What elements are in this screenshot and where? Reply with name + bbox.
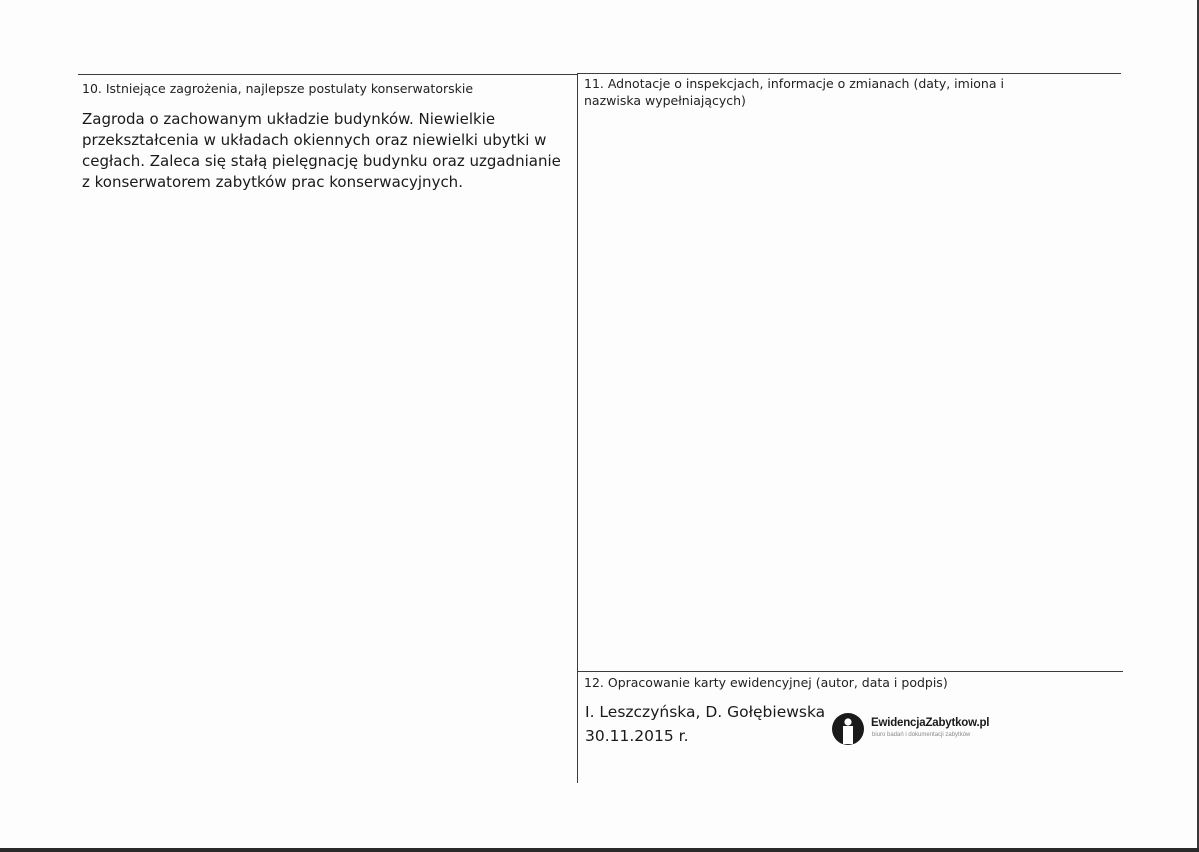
section12-date: 30.11.2015 r. — [585, 727, 689, 745]
column-divider — [577, 73, 578, 783]
scan-edge-bottom — [0, 848, 1199, 852]
logo-tagline: biuro badań i dokumentacji zabytków — [872, 732, 971, 738]
section12-rule — [578, 671, 1123, 672]
section12-label: 12. Opracowanie karty ewidencyjnej (autor, data i podpis) — [584, 675, 948, 690]
keyhole-logo-icon — [831, 712, 865, 746]
top-rule-right — [578, 73, 1121, 74]
section12-authors: I. Leszczyńska, D. Gołębiewska — [585, 703, 826, 721]
section10-text: Zagroda o zachowanym układzie budynków. Niewielkie przekształcenia w układach okiennych oraz niewielki ubytki w cegłach. Zaleca się stałą pielęgnację budynku oraz uzgadnianie z konserwatorem zabytków prac konserwacyjnych. — [82, 110, 561, 191]
section11-label: 11. Adnotacje o inspekcjach, informacje o zmianach (daty, imiona i nazwiska wypełniających) — [584, 76, 1004, 108]
logo-name: EwidencjaZabytkow.pl — [871, 717, 990, 729]
top-rule-left — [78, 74, 578, 75]
company-logo — [831, 712, 1011, 748]
section10-label: 10. Istniejące zagrożenia, najlepsze postulaty konserwatorskie — [82, 81, 474, 96]
